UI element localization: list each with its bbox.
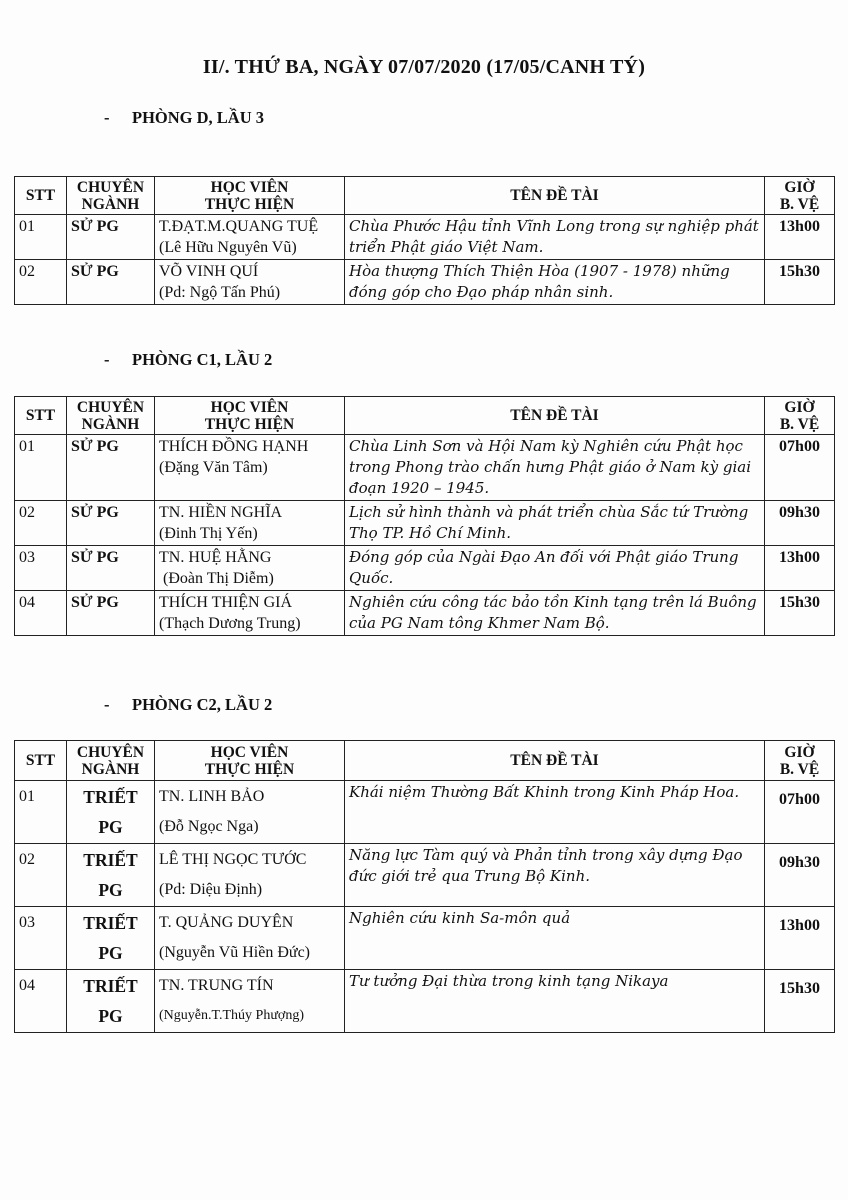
row-topic: Chùa Linh Sơn và Hội Nam kỳ Nghiên cứu Phật học trong Phong trào chấn hưng Phật giáo ở Nam kỳ giai đoạn 1920 – 1945. — [345, 435, 765, 501]
row-major: TRIẾT PG — [67, 970, 155, 1033]
row-student: THÍCH THIỆN GIÁ (Thạch Dương Trung) — [155, 591, 345, 636]
section-heading-room-c1 — [104, 350, 272, 370]
header-time: GIỜ B. VỆ — [765, 177, 835, 215]
section-heading-text: PHÒNG D, LẦU 3 — [132, 108, 264, 127]
table-row — [15, 844, 835, 907]
header-time: GIỜ B. VỆ — [765, 741, 835, 781]
row-student: LÊ THỊ NGỌC TƯỚC (Pd: Diệu Định) — [155, 844, 345, 907]
row-stt: 04 — [15, 591, 67, 636]
row-topic: Lịch sử hình thành và phát triển chùa Sắc tứ Trường Thọ TP. Hồ Chí Minh. — [345, 501, 765, 546]
table-row — [15, 591, 835, 636]
row-topic: Chùa Phước Hậu tỉnh Vĩnh Long trong sự nghiệp phát triển Phật giáo Việt Nam. — [345, 215, 765, 260]
row-stt: 02 — [15, 844, 67, 907]
row-major: SỬ PG — [67, 546, 155, 591]
row-student: TN. HIỀN NGHĨA (Đinh Thị Yến) — [155, 501, 345, 546]
row-major: SỬ PG — [67, 591, 155, 636]
row-major: SỬ PG — [67, 501, 155, 546]
header-major: CHUYÊN NGÀNH — [67, 177, 155, 215]
bullet-dash: - — [104, 350, 110, 369]
table-row — [15, 215, 835, 260]
row-student: TN. HUỆ HẰNG (Đoàn Thị Diễm) — [155, 546, 345, 591]
row-stt: 01 — [15, 215, 67, 260]
table-header-row — [15, 741, 835, 781]
row-time: 15h30 — [765, 260, 835, 305]
row-major: TRIẾT PG — [67, 907, 155, 970]
schedule-table-room-c1 — [14, 396, 835, 636]
bullet-dash: - — [104, 695, 110, 714]
section-heading-text: PHÒNG C1, LẦU 2 — [132, 350, 273, 369]
section-heading-text: PHÒNG C2, LẦU 2 — [132, 695, 273, 714]
header-student: HỌC VIÊN THỰC HIỆN — [155, 177, 345, 215]
row-student: T. QUẢNG DUYÊN (Nguyễn Vũ Hiền Đức) — [155, 907, 345, 970]
row-stt: 01 — [15, 435, 67, 501]
row-student: TN. LINH BẢO (Đỗ Ngọc Nga) — [155, 781, 345, 844]
row-time: 13h00 — [765, 546, 835, 591]
header-student: HỌC VIÊN THỰC HIỆN — [155, 741, 345, 781]
row-time: 09h30 — [765, 501, 835, 546]
row-stt: 01 — [15, 781, 67, 844]
row-student: VÕ VINH QUÍ (Pd: Ngộ Tấn Phú) — [155, 260, 345, 305]
row-stt: 03 — [15, 907, 67, 970]
row-topic: Khái niệm Thường Bất Khinh trong Kinh Pháp Hoa. — [345, 781, 765, 844]
section-heading-room-d — [104, 108, 264, 128]
table-header-row — [15, 177, 835, 215]
header-stt: STT — [15, 397, 67, 435]
header-major: CHUYÊN NGÀNH — [67, 741, 155, 781]
row-major: TRIẾT PG — [67, 781, 155, 844]
row-stt: 02 — [15, 260, 67, 305]
row-stt: 03 — [15, 546, 67, 591]
row-topic: Nghiên cứu công tác bảo tồn Kinh tạng trên lá Buông của PG Nam tông Khmer Nam Bộ. — [345, 591, 765, 636]
row-major: SỬ PG — [67, 260, 155, 305]
table-row — [15, 501, 835, 546]
header-topic: TÊN ĐỀ TÀI — [345, 741, 765, 781]
header-stt: STT — [15, 177, 67, 215]
row-topic: Tư tưởng Đại thừa trong kinh tạng Nikaya — [345, 970, 765, 1033]
row-major: SỬ PG — [67, 435, 155, 501]
row-time: 15h30 — [765, 970, 835, 1033]
table-header-row — [15, 397, 835, 435]
row-topic: Đóng góp của Ngài Đạo An đối với Phật giáo Trung Quốc. — [345, 546, 765, 591]
row-topic: Nghiên cứu kinh Sa-môn quả — [345, 907, 765, 970]
table-row — [15, 907, 835, 970]
row-time: 13h00 — [765, 215, 835, 260]
row-time: 07h00 — [765, 435, 835, 501]
row-student: TN. TRUNG TÍN (Nguyễn.T.Thúy Phượng) — [155, 970, 345, 1033]
table-row — [15, 260, 835, 305]
header-time: GIỜ B. VỆ — [765, 397, 835, 435]
row-student: T.ĐẠT.M.QUANG TUỆ (Lê Hữu Nguyên Vũ) — [155, 215, 345, 260]
row-time: 07h00 — [765, 781, 835, 844]
document-title: II/. THỨ BA, NGÀY 07/07/2020 (17/05/CANH TÝ) — [202, 56, 646, 78]
table-row — [15, 546, 835, 591]
row-topic: Năng lực Tàm quý và Phản tỉnh trong xây dựng Đạo đức giới trẻ qua Trung Bộ Kinh. — [345, 844, 765, 907]
row-major: SỬ PG — [67, 215, 155, 260]
table-row — [15, 435, 835, 501]
row-student: THÍCH ĐỒNG HẠNH (Đặng Văn Tâm) — [155, 435, 345, 501]
row-major: TRIẾT PG — [67, 844, 155, 907]
bullet-dash: - — [104, 108, 110, 127]
row-stt: 04 — [15, 970, 67, 1033]
header-student: HỌC VIÊN THỰC HIỆN — [155, 397, 345, 435]
table-row — [15, 970, 835, 1033]
section-heading-room-c2 — [104, 695, 272, 715]
row-time: 09h30 — [765, 844, 835, 907]
header-major: CHUYÊN NGÀNH — [67, 397, 155, 435]
row-stt: 02 — [15, 501, 67, 546]
table-row — [15, 781, 835, 844]
row-topic: Hòa thượng Thích Thiện Hòa (1907 - 1978) những đóng góp cho Đạo pháp nhân sinh. — [345, 260, 765, 305]
schedule-table-room-d — [14, 176, 835, 305]
header-topic: TÊN ĐỀ TÀI — [345, 397, 765, 435]
header-stt: STT — [15, 741, 67, 781]
schedule-table-room-c2 — [14, 740, 835, 1033]
row-time: 13h00 — [765, 907, 835, 970]
header-topic: TÊN ĐỀ TÀI — [345, 177, 765, 215]
row-time: 15h30 — [765, 591, 835, 636]
